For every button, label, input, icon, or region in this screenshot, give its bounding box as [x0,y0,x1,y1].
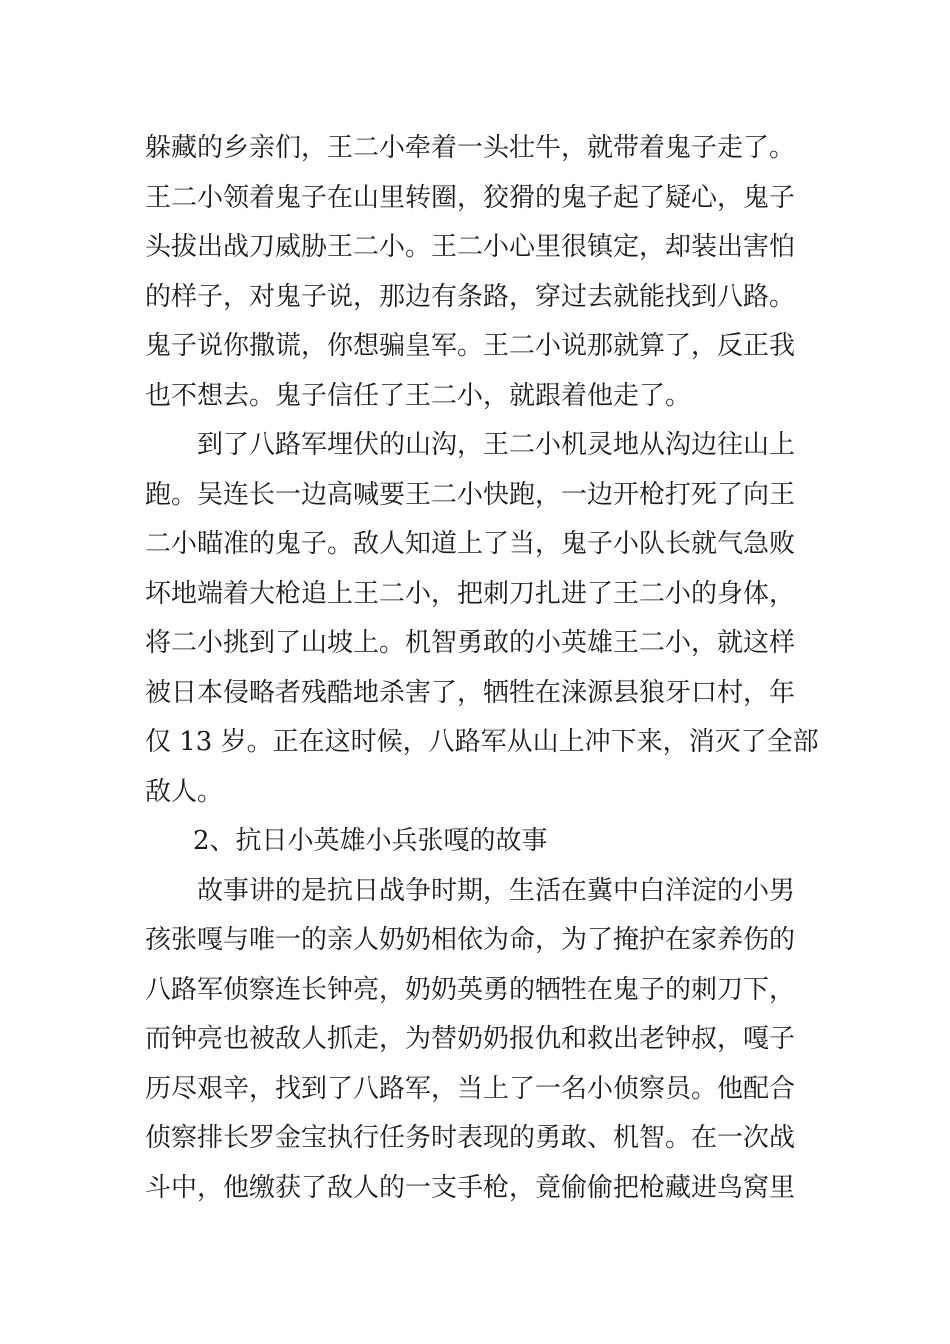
text-line: 历尽艰辛，找到了八路军，当上了一名小侦察员。他配合 [145,1073,796,1104]
text-line: 八路军侦察连长钟亮，奶奶英勇的牺牲在鬼子的刺刀下， [145,974,796,1005]
text-line: 斗中，他缴获了敌人的一支手枪，竟偷偷把枪藏进鸟窝里 [145,1172,796,1203]
text-line: 二小瞄准的鬼子。敌人知道上了当，鬼子小队长就气急败 [145,529,796,559]
text-line: 仅 13 岁。正在这时候，八路军从山上冲下来，消灭了全部 [145,727,819,757]
text-line: 侦察排长罗金宝执行任务时表现的勇敢、机智。在一次战 [145,1123,796,1153]
text-line: 孩张嘎与唯一的亲人奶奶相依为命，为了掩护在家养伤的 [145,925,796,955]
text-line: 王二小领着鬼子在山里转圈，狡猾的鬼子起了疑心，鬼子 [145,182,796,213]
text-line: 躲藏的乡亲们，王二小牵着一头壮牛，就带着鬼子走了。 [145,133,796,163]
text-line: 鬼子说你撒谎，你想骗皇军。王二小说那就算了，反正我 [145,331,796,361]
section-heading: 2、抗日小英雄小兵张嘎的故事 [193,826,548,856]
text-line: 也不想去。鬼子信任了王二小，就跟着他走了。 [145,380,692,411]
text-line: 敌人。 [145,776,224,807]
text-line: 头拔出战刀威胁王二小。王二小心里很镇定，却装出害怕 [145,232,796,262]
text-line: 被日本侵略者残酷地杀害了，牺牲在涞源县狼牙口村，年 [145,677,796,708]
text-line: 而钟亮也被敌人抓走，为替奶奶报仇和救出老钟叔，嘎子 [145,1024,796,1054]
paragraph-start-line: 故事讲的是抗日战争时期，生活在冀中白洋淀的小男 [197,875,796,906]
text-line: 坏地端着大枪追上王二小，把刺刀扎进了王二小的身体， [145,578,796,609]
text-line: 的样子，对鬼子说，那边有条路，穿过去就能找到八路。 [145,281,796,312]
text-line: 将二小挑到了山坡上。机智勇敢的小英雄王二小，就这样 [145,628,796,658]
paragraph-start-line: 到了八路军埋伏的山沟，王二小机灵地从沟边往山上 [197,430,796,460]
body-text [145,124,819,1213]
text-line: 跑。吴连长一边高喊要王二小快跑，一边开枪打死了向王 [145,479,796,510]
